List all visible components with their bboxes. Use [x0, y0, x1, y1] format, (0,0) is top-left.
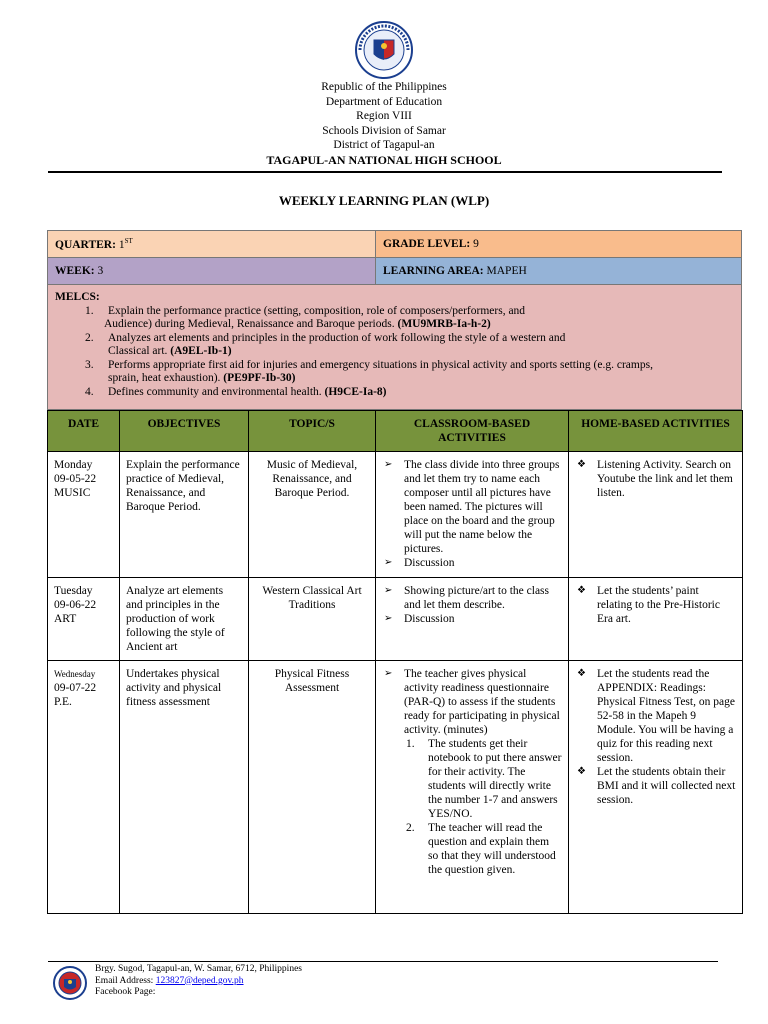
date-text: 09-07-22: [54, 682, 97, 694]
melcs-section: [47, 285, 742, 410]
grade-value: 9: [473, 238, 479, 250]
melc-number: 1.: [85, 304, 94, 317]
letterhead-line: Republic of the Philippines: [321, 81, 447, 93]
activity-text: Let the students obtain their BMI and it will collected next session.: [597, 766, 736, 806]
list-item: [382, 556, 562, 570]
quarter-value: 1: [118, 238, 125, 251]
list-item: [382, 612, 562, 626]
column-header-date: DATE: [48, 411, 120, 452]
letterhead-line: Schools Division of Samar: [322, 124, 446, 137]
week-value: 3: [97, 265, 104, 277]
step-number: 1.: [406, 738, 415, 750]
melc-text-line: sprain, heat exhaustion).: [108, 372, 221, 384]
topic-cell: Music of Medieval, Renaissance, and Baroque Period.: [249, 452, 376, 578]
melc-code: (PE9PF-Ib-30): [223, 372, 296, 384]
activity-text: Showing picture/art to the class and let them describe.: [404, 585, 549, 611]
activity-text: Discussion: [404, 613, 455, 625]
date-cell: [48, 452, 120, 578]
header-divider: [48, 171, 722, 173]
melcs-label: MELCS:: [55, 291, 100, 303]
week-cell: [48, 258, 376, 285]
document-title: WEEKLY LEARNING PLAN (WLP): [278, 193, 490, 208]
school-seal-icon: [50, 965, 90, 1001]
footer-divider: [48, 961, 718, 962]
activity-text: The teacher gives physical activity readiness questionnaire (PAR-Q) to assess if the students ready for participating in physical activity. (minutes): [404, 668, 560, 736]
melc-number: 2.: [85, 331, 94, 344]
classroom-cell: [376, 578, 569, 661]
weekly-plan-table: [47, 410, 743, 914]
learning-area-label: LEARNING AREA:: [383, 265, 484, 277]
list-item: [575, 667, 736, 765]
footer-address: Brgy. Sugod, Tagapul-an, W. Samar, 6712, Philippines: [95, 964, 302, 974]
date-text: 09-05-22: [54, 473, 97, 485]
melc-code: (A9EL-Ib-1): [170, 345, 232, 357]
diamond-bullet-icon: ❖: [577, 668, 586, 679]
table-header-row: [48, 411, 743, 452]
list-item: [575, 765, 736, 807]
melc-text: [108, 345, 734, 359]
melc-text-line: Classical art.: [108, 345, 168, 357]
school-name: TAGAPUL-AN NATIONAL HIGH SCHOOL: [266, 152, 502, 167]
table-row: [48, 578, 743, 661]
facebook-label: Facebook Page:: [95, 987, 156, 997]
column-header-classroom: CLASSROOM-BASED ACTIVITIES: [376, 411, 569, 452]
day-text: Wednesday: [54, 669, 96, 679]
melc-text: Analyzes art elements and principles in the production of work following the style of a western and: [108, 331, 566, 344]
arrowhead-bullet-icon: ➢: [384, 459, 393, 470]
step-text: The teacher will read the question and explain them so that they will understood the question given.: [428, 822, 556, 876]
quarter-label: QUARTER:: [55, 238, 116, 251]
column-header-objectives: OBJECTIVES: [120, 411, 249, 452]
list-item: [575, 584, 736, 626]
numbered-steps: [406, 737, 562, 877]
activity-text: Discussion: [404, 557, 455, 569]
melc-number: 3.: [85, 358, 94, 371]
quarter-cell: [48, 231, 376, 258]
footer-contact: [95, 964, 302, 999]
list-item: [406, 821, 562, 877]
subject-text: ART: [54, 613, 77, 625]
list-item: [382, 667, 562, 737]
melc-text: Performs appropriate first aid for injuries and emergency situations in physical activity and sports setting (e.g. cramps,: [108, 358, 653, 371]
home-cell: [569, 578, 743, 661]
topic-cell: Western Classical Art Traditions: [249, 578, 376, 661]
melc-item: [55, 386, 734, 400]
grade-cell: [376, 231, 742, 258]
date-cell: [48, 578, 120, 661]
melc-number: 4.: [85, 385, 94, 398]
melc-item: [55, 359, 734, 386]
table-row: [48, 661, 743, 914]
letterhead-line: Department of Education: [325, 95, 443, 108]
arrowhead-bullet-icon: ➢: [384, 557, 393, 568]
melc-text: [108, 386, 734, 400]
melc-code: (H9CE-Ia-8): [324, 385, 387, 398]
table-row: [48, 452, 743, 578]
melc-text: [108, 372, 734, 386]
letterhead-line: Region VIII: [356, 110, 412, 122]
activity-text: Listening Activity. Search on Youtube the link and let them listen.: [597, 459, 733, 499]
quarter-superscript: ST: [124, 237, 133, 246]
footer-email-line: [95, 976, 302, 988]
letterhead: [0, 80, 768, 167]
diamond-bullet-icon: ❖: [577, 766, 586, 777]
activity-text: The class divide into three groups and let them try to name each composer until all pictures have been named. The pictures will place on the board and the group will put the name below the pictures.: [404, 459, 560, 555]
melc-code: (MU9MRB-Ia-h-2): [397, 318, 491, 330]
email-link[interactable]: 123827@deped.gov.ph: [155, 975, 244, 986]
letterhead-line: District of Tagapul-an: [333, 139, 435, 151]
step-text: The students get their notebook to put there answer for their activity. The students will directly write the number 1-7 and answers YES/NO.: [428, 738, 562, 820]
melc-text: [104, 318, 734, 332]
diamond-bullet-icon: ❖: [577, 459, 586, 470]
objective-cell: Analyze art elements and principles in the production of work following the style of Ancient art: [120, 578, 249, 661]
classroom-cell: [376, 452, 569, 578]
melc-item: [55, 305, 734, 332]
info-table: [47, 230, 742, 285]
list-item: [382, 458, 562, 556]
date-text: 09-06-22: [54, 599, 97, 611]
step-number: 2.: [406, 822, 415, 834]
melc-text-line: Audience) during Medieval, Renaissance and Baroque periods.: [104, 318, 395, 330]
arrowhead-bullet-icon: ➢: [384, 585, 393, 596]
home-cell: [569, 452, 743, 578]
learning-area-cell: [376, 258, 742, 285]
day-text: Monday: [54, 459, 93, 471]
classroom-cell: [376, 661, 569, 914]
column-header-home: HOME-BASED ACTIVITIES: [569, 411, 743, 452]
day-text: Tuesday: [54, 585, 93, 597]
subject-text: MUSIC: [54, 487, 91, 499]
arrowhead-bullet-icon: ➢: [384, 613, 393, 624]
home-cell: [569, 661, 743, 914]
melc-text-line: Defines community and environmental health.: [108, 385, 322, 398]
topic-cell: Physical Fitness Assessment: [249, 661, 376, 914]
deped-seal-icon: [348, 20, 420, 80]
list-item: [406, 737, 562, 821]
melc-item: [55, 332, 734, 359]
objective-cell: Explain the performance practice of Medieval, Renaissance, and Baroque Period.: [120, 452, 249, 578]
arrowhead-bullet-icon: ➢: [384, 668, 393, 679]
week-label: WEEK:: [55, 265, 95, 277]
email-label: Email Address:: [95, 975, 154, 986]
melc-text: Explain the performance practice (setting, composition, role of composers/performers, and: [108, 304, 526, 317]
list-item: [575, 458, 736, 500]
diamond-bullet-icon: ❖: [577, 585, 586, 596]
grade-label: GRADE LEVEL:: [383, 238, 471, 250]
column-header-topics: TOPIC/S: [249, 411, 376, 452]
activity-text: Let the students read the APPENDIX: Readings: Physical Fitness Test, on page 52-58 in the Mapeh 9 Module. You will be having a quiz for this reading next session.: [597, 668, 735, 764]
subject-text: P.E.: [54, 696, 72, 708]
objective-cell: Undertakes physical activity and physical fitness assessment: [120, 661, 249, 914]
learning-area-value: MAPEH: [486, 265, 527, 277]
date-cell: [48, 661, 120, 914]
list-item: [382, 584, 562, 612]
activity-text: Let the students’ paint relating to the Pre-Historic Era art.: [597, 585, 720, 625]
